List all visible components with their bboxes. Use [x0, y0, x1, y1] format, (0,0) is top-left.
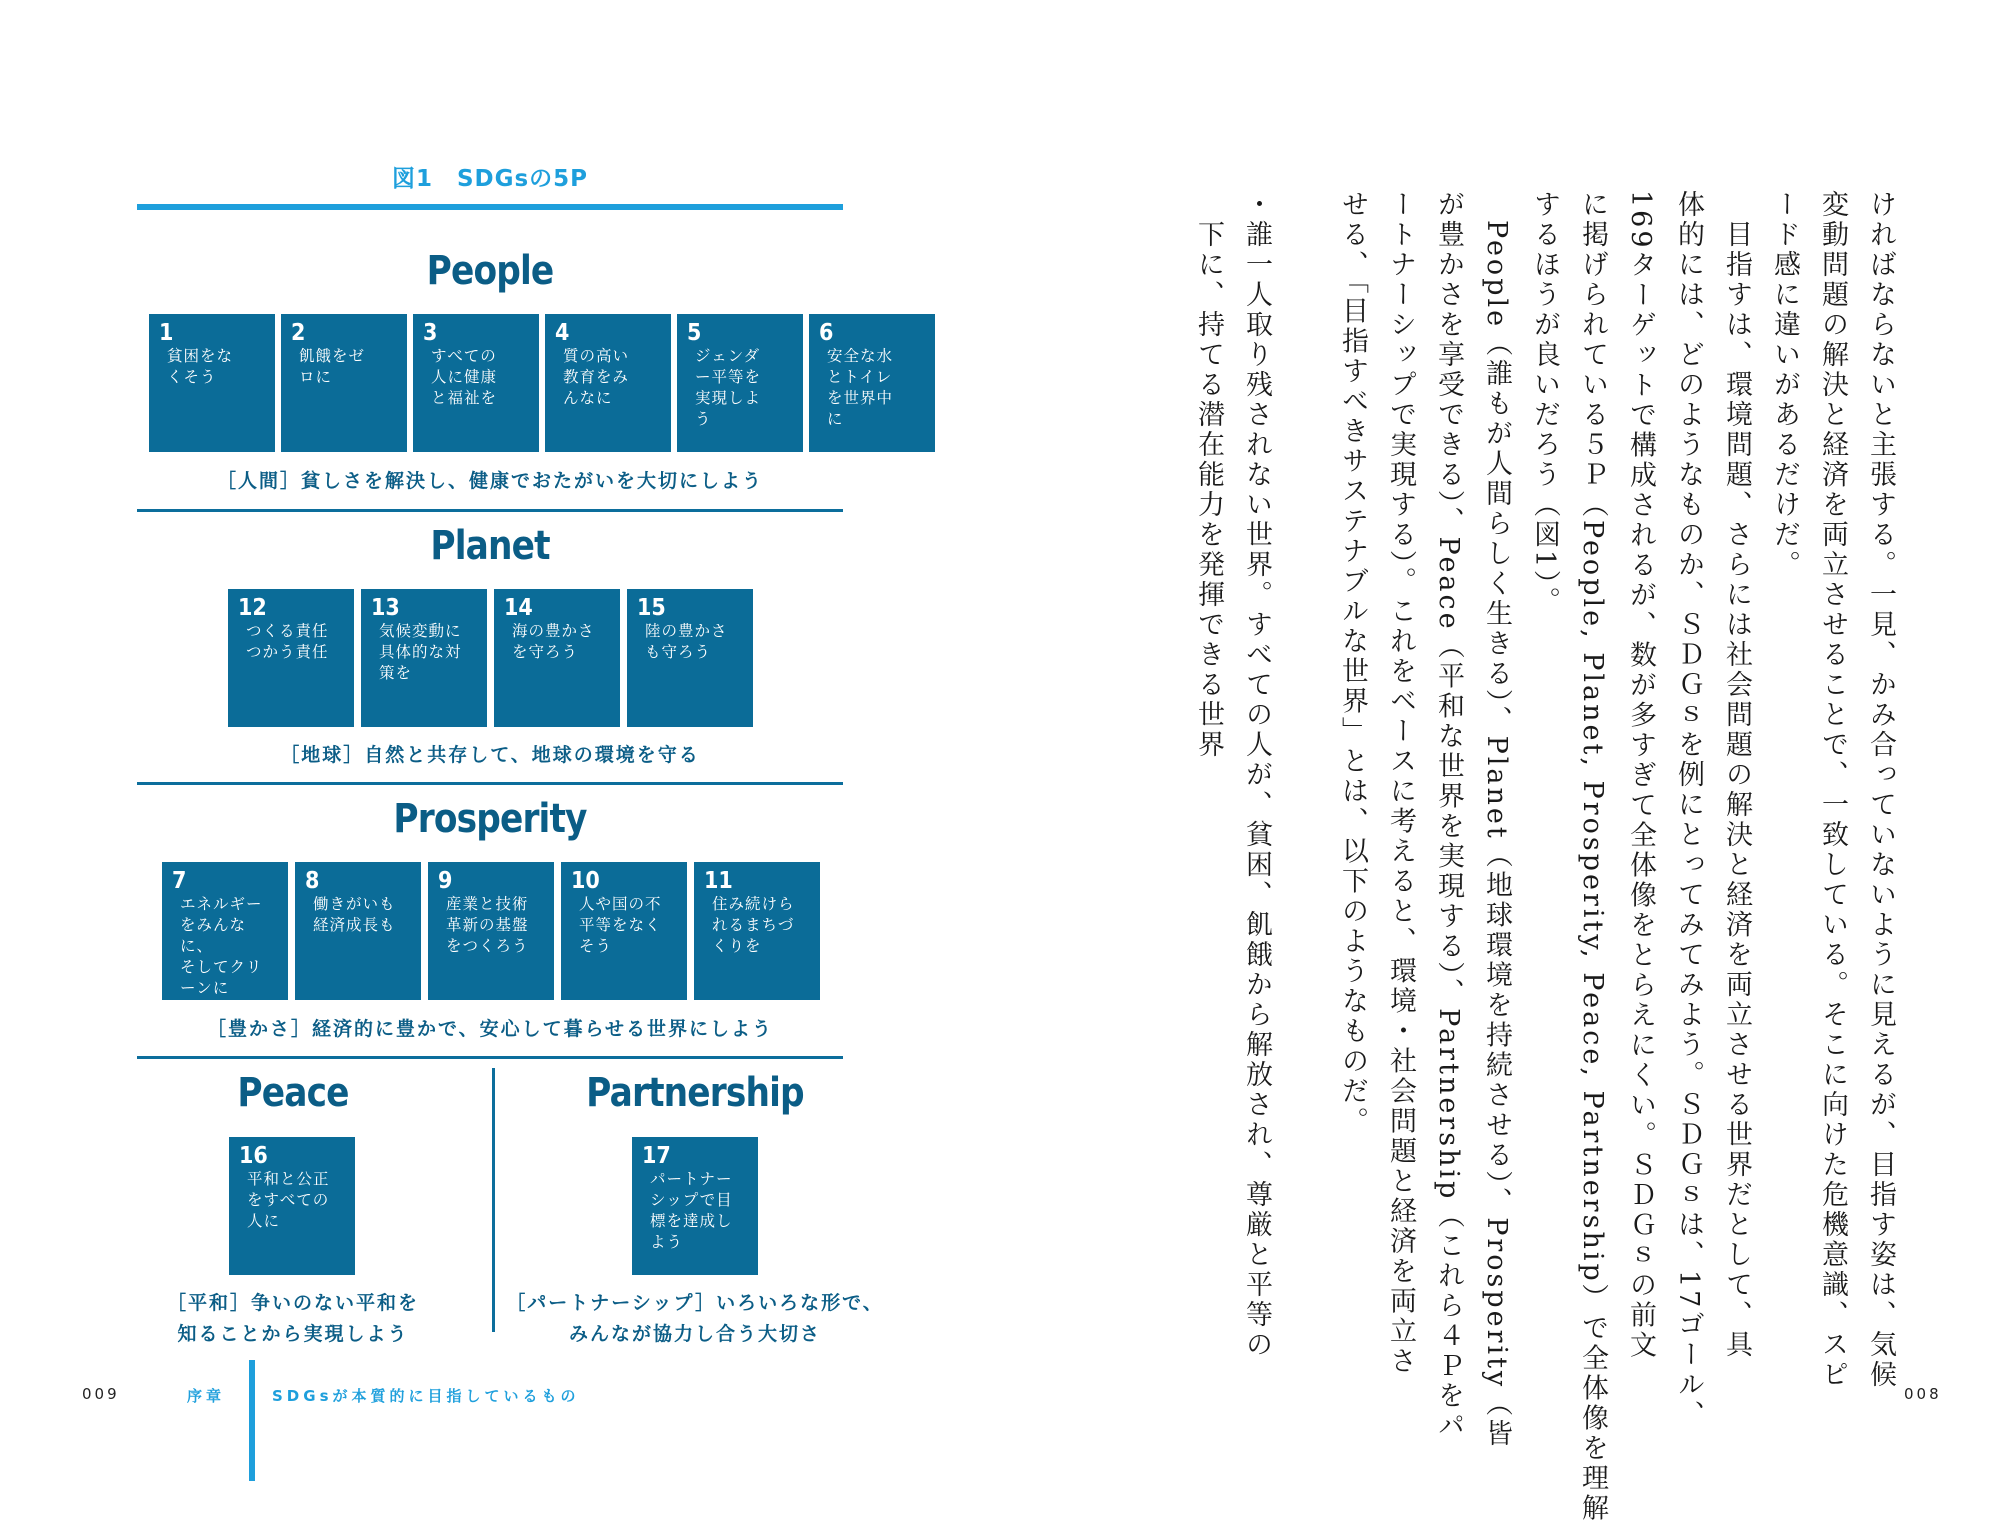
goal-text: 海の豊かさ を守ろう [512, 622, 595, 661]
goal-card-9 [428, 862, 554, 1000]
text-column: 体的には、どのようなものか、ＳＤＧｓを例にとってみてみよう。ＳＤＧｓは、17ゴール、 [1673, 190, 1704, 1431]
text-column: するほうが良いだろう（図1）。 [1529, 190, 1560, 617]
goal-text: パートナー シップで目 標を達成し よう [650, 1170, 733, 1251]
goal-text: 陸の豊かさ も守ろう [645, 622, 728, 661]
text-column: が豊かさを享受できる）、Peace（平和な世界を実現する）、Partnership（これら４Ｐをパ [1433, 190, 1464, 1442]
goal-card-17 [632, 1137, 758, 1275]
goal-text: エネルギー をみんなに、 そしてクリ ーンに [180, 895, 263, 997]
goal-card-1 [149, 314, 275, 452]
goal-number: 16 [239, 1143, 268, 1169]
footer-bar [249, 1360, 255, 1481]
goal-card-16 [229, 1137, 355, 1275]
goal-number: 17 [642, 1143, 671, 1169]
people-heading: People [426, 248, 554, 294]
goal-text: ジェンダ ー平等を 実現しよ う [695, 347, 762, 428]
planet-divider [137, 782, 843, 785]
goal-text: 住み続けら れるまちづ くりを [712, 895, 795, 955]
goal-number: 1 [159, 320, 174, 346]
goal-card-2 [281, 314, 407, 452]
left-page-number: 009 [82, 1385, 120, 1403]
goal-text: 安全な水 とトイレ を世界中 に [827, 347, 894, 428]
people-divider [137, 509, 843, 512]
text-column: ければならないと主張する。一見、かみ合っていないように見えるが、目指す姿は、気候 [1865, 190, 1896, 1390]
planet-heading: Planet [430, 523, 550, 569]
partnership-caption-line-1: ［パートナーシップ］いろいろな形で、 [506, 1292, 884, 1314]
goal-card-12 [228, 589, 354, 727]
chapter-title: SDGsが本質的に目指しているもの [272, 1387, 580, 1405]
prosperity-caption: ［豊かさ］経済的に豊かで、安心して暮らせる世界にしよう [206, 1018, 774, 1040]
text-column: 169ターゲットで構成されるが、数が多すぎて全体像をとらえにくい。ＳＤＧｓの前文 [1625, 190, 1656, 1361]
goal-text: 質の高い 教育をみ んなに [563, 347, 630, 407]
goal-card-11 [694, 862, 820, 1000]
peace-partnership-divider [492, 1068, 495, 1332]
peace-caption-line-1: ［平和］争いのない平和を [166, 1292, 419, 1314]
goal-text: 平和と公正 をすべての 人に [247, 1170, 330, 1230]
goal-number: 14 [504, 595, 533, 621]
text-column: 変動問題の解決と経済を両立させることで、一致している。そこに向けた危機意識、スピ [1817, 190, 1848, 1390]
goal-text: 飢餓をゼ ロに [299, 347, 366, 386]
goal-number: 11 [704, 868, 733, 894]
figure-title: 図1 SDGsの5P [391, 166, 589, 192]
goal-number: 5 [687, 320, 702, 346]
goal-number: 9 [438, 868, 453, 894]
text-column: せる、「目指すべきサステナブルな世界」とは、以下のようなものだ。 [1337, 190, 1368, 1137]
goal-number: 4 [555, 320, 570, 346]
goal-number: 15 [637, 595, 666, 621]
text-column: People（誰もが人間らしく生きる）、Planet（地球環境を持続させる）、Prosperity（皆 [1481, 190, 1512, 1450]
goal-text: 気候変動に 具体的な対 策を [379, 622, 462, 682]
chapter-label: 序章 [187, 1387, 226, 1405]
goal-card-8 [295, 862, 421, 1000]
peace-heading: Peace [237, 1070, 349, 1116]
partnership-heading: Partnership [586, 1070, 804, 1116]
goal-card-14 [494, 589, 620, 727]
text-column: 目指すは、環境問題、さらには社会問題の解決と経済を両立させる世界だとして、具 [1721, 190, 1752, 1360]
goal-text: つくる責任 つかう責任 [246, 622, 329, 661]
partnership-caption [500, 1288, 890, 1346]
goal-number: 6 [819, 320, 834, 346]
goal-number: 12 [238, 595, 267, 621]
title-rule [137, 204, 843, 210]
goal-card-3 [413, 314, 539, 452]
partnership-caption-line-2: みんなが協力し合う大切さ [568, 1323, 821, 1345]
goal-number: 13 [371, 595, 400, 621]
goal-number: 8 [305, 868, 320, 894]
people-caption: ［人間］貧しさを解決し、健康でおたがいを大切にしよう [216, 470, 763, 492]
goal-number: 10 [571, 868, 600, 894]
peace-caption [137, 1288, 449, 1346]
goal-text: 貧困をな くそう [167, 347, 234, 386]
goal-card-5 [677, 314, 803, 452]
prosperity-divider [137, 1056, 843, 1059]
goal-text: 働きがいも 経済成長も [313, 895, 396, 934]
goal-card-6 [809, 314, 935, 452]
body-text [1170, 190, 1900, 1524]
goal-card-15 [627, 589, 753, 727]
goal-number: 3 [423, 320, 438, 346]
text-column: 下に、持てる潜在能力を発揮できる世界 [1193, 190, 1224, 760]
goal-text: 産業と技術 革新の基盤 をつくろう [446, 895, 529, 955]
goal-card-4 [545, 314, 671, 452]
prosperity-heading: Prosperity [393, 796, 587, 842]
text-column: に掲げられている５Ｐ（People, Planet, Prosperity, Peace, Partnership）で全体像を理解 [1577, 190, 1608, 1524]
goal-card-13 [361, 589, 487, 727]
text-column: ード感に違いがあるだけだ。 [1769, 190, 1800, 580]
planet-caption: ［地球］自然と共存して、地球の環境を守る [280, 744, 700, 766]
goal-number: 7 [172, 868, 187, 894]
goal-card-7 [162, 862, 288, 1000]
goal-number: 2 [291, 320, 306, 346]
right-page-number: 008 [1904, 1385, 1942, 1403]
peace-caption-line-2: 知ることから実現しよう [177, 1323, 409, 1345]
text-column: ・誰一人取り残されない世界。すべての人が、貧困、飢餓から解放され、尊厳と平等の [1241, 190, 1272, 1360]
goal-text: すべての 人に健康 と福祉を [431, 347, 498, 407]
goal-card-10 [561, 862, 687, 1000]
text-column: ートナーシップで実現する）。これをベースに考えると、環境・社会問題と経済を両立さ [1385, 190, 1416, 1377]
goal-text: 人や国の不 平等をなく そう [579, 895, 662, 955]
